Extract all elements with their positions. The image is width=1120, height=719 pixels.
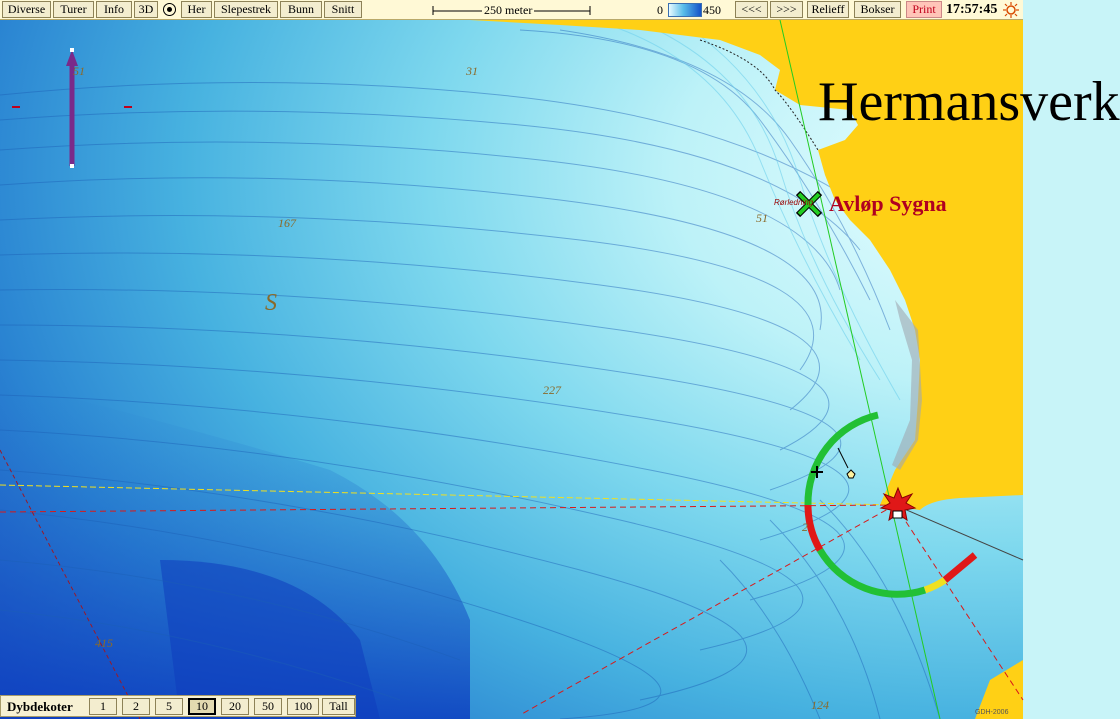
print-button[interactable]: Print xyxy=(906,1,942,18)
her-button[interactable]: Her xyxy=(181,1,212,18)
depth-label: 167 xyxy=(278,216,296,230)
scale-label: 250 meter xyxy=(484,3,533,17)
turer-button[interactable]: Turer xyxy=(53,1,94,18)
depth-label: 415 xyxy=(95,636,113,650)
outlet-label[interactable]: Avløp Sygna xyxy=(829,191,947,216)
contour-option[interactable]: 5 xyxy=(155,698,183,715)
contour-option[interactable]: 50 xyxy=(254,698,282,715)
depth-contour-label: Dybdekoter xyxy=(7,699,73,714)
copyright-label: GDH-2006 xyxy=(975,709,1009,716)
s-marker-label: S xyxy=(265,290,277,316)
depth-label: 31 xyxy=(466,64,478,78)
target-icon[interactable] xyxy=(163,3,176,16)
place-name-label: Hermansverk xyxy=(818,71,1120,133)
bokser-button[interactable]: Bokser xyxy=(854,1,901,18)
contour-option[interactable]: 1 xyxy=(89,698,117,715)
depth-label: 227 xyxy=(543,383,561,397)
top-toolbar xyxy=(0,0,1023,20)
contour-option[interactable]: 100 xyxy=(287,698,319,715)
diverse-button[interactable]: Diverse xyxy=(2,1,51,18)
contour-option[interactable]: 20 xyxy=(221,698,249,715)
depth-label: 51 xyxy=(73,64,85,78)
relieff-button[interactable]: Relieff xyxy=(807,1,849,18)
back-button[interactable]: <<< xyxy=(735,1,768,18)
contour-option-selected[interactable]: 10 xyxy=(188,698,216,715)
clock: 17:57:45 xyxy=(946,2,998,17)
depth-label: 51 xyxy=(756,211,768,225)
depth-contour-bar xyxy=(0,695,356,717)
depth-gradient-legend xyxy=(668,3,702,17)
info-button[interactable]: Info xyxy=(96,1,132,18)
snitt-button[interactable]: Snitt xyxy=(324,1,362,18)
contour-option[interactable]: 2 xyxy=(122,698,150,715)
depth-label: 2 xyxy=(802,520,808,534)
forward-button[interactable]: >>> xyxy=(770,1,803,18)
sun-icon[interactable] xyxy=(1003,2,1019,18)
outlet-small-label: Rørledning xyxy=(774,198,814,207)
tall-button[interactable]: Tall xyxy=(322,698,355,715)
bunn-button[interactable]: Bunn xyxy=(280,1,322,18)
depth-label: 124 xyxy=(811,698,829,712)
depth-max-label: 450 xyxy=(703,3,721,17)
depth-min-label: 0 xyxy=(657,3,663,17)
slepestrek-button[interactable]: Slepestrek xyxy=(214,1,278,18)
3d-button[interactable]: 3D xyxy=(134,1,158,18)
